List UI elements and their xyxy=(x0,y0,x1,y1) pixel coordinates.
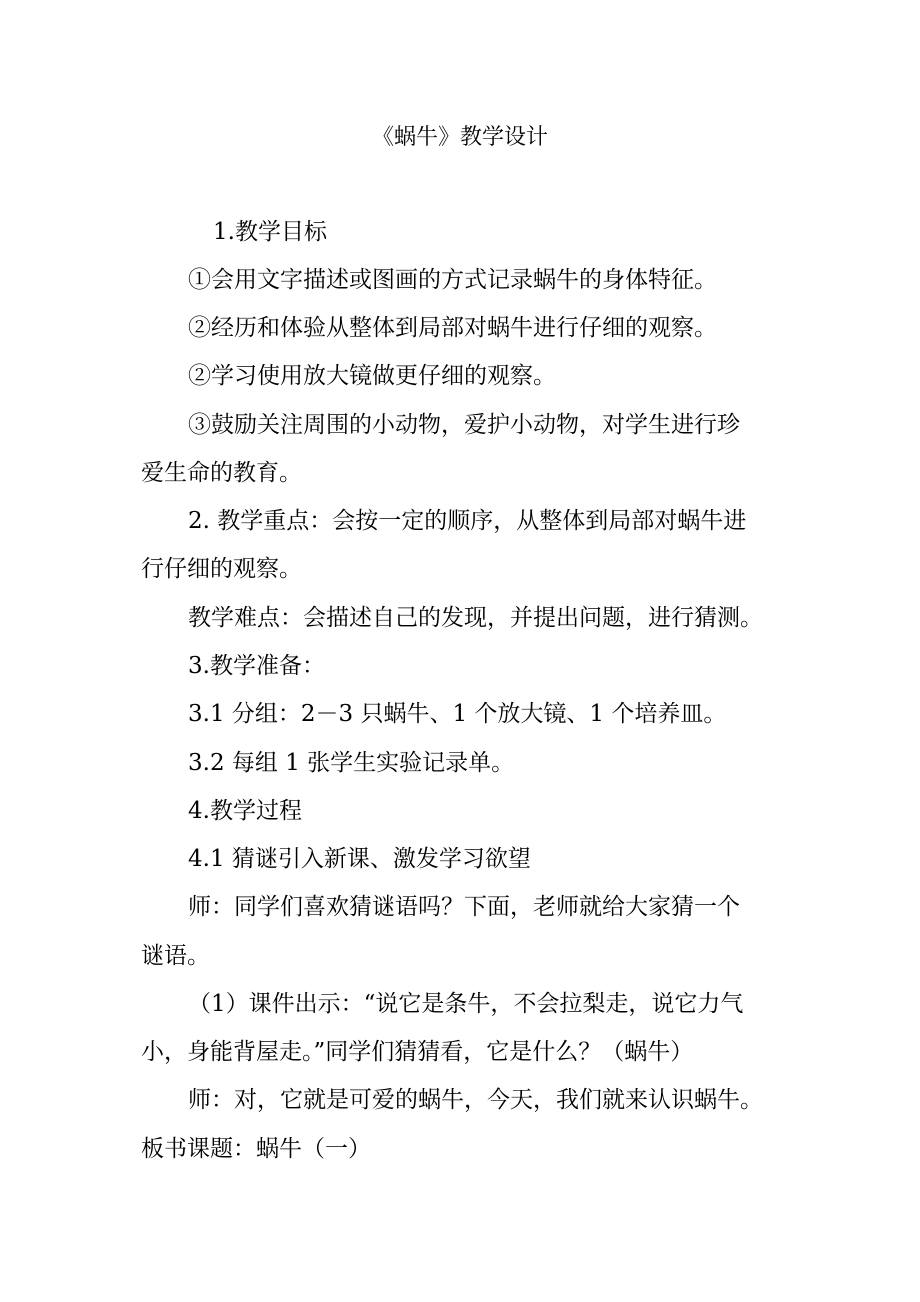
preparation-item-1: 3.1 分组：2－3 只蜗牛、1 个放大镜、1 个培养皿。 xyxy=(188,701,727,727)
document-title: 《蜗牛》教学设计 xyxy=(371,125,548,150)
teaching-difficulty: 教学难点：会描述自己的发现，并提出问题，进行猜测。 xyxy=(188,605,763,631)
objective-4: ③鼓励关注周围的小动物，爱护小动物，对学生进行珍 xyxy=(188,412,740,438)
preparation-item-2: 3.2 每组 1 张学生实验记录单。 xyxy=(188,750,515,776)
objective-3: ②学习使用放大镜做更仔细的观察。 xyxy=(188,363,556,389)
teaching-focus-continued: 行仔细的观察。 xyxy=(141,556,302,582)
teacher-line-2: 师：对，它就是可爱的蜗牛，今天，我们就来认识蜗牛。 xyxy=(188,1087,763,1113)
teacher-line-1-continued: 谜语。 xyxy=(141,943,210,969)
courseware-line: （1）课件出示：“说它是条牛，不会拉梨走，说它力气 xyxy=(188,991,744,1017)
process-step-heading: 4.1 猜谜引入新课、激发学习欲望 xyxy=(188,846,531,872)
objective-4-continued: 爱生命的教育。 xyxy=(141,460,302,486)
objective-2: ②经历和体验从整体到局部对蜗牛进行仔细的观察。 xyxy=(188,315,717,341)
blackboard-title: 板书课题：蜗牛（一） xyxy=(141,1136,371,1162)
teacher-line-1: 师：同学们喜欢猜谜语吗？下面，老师就给大家猜一个 xyxy=(188,894,740,920)
heading-teaching-objectives: 1.教学目标 xyxy=(213,219,327,245)
heading-preparation: 3.教学准备： xyxy=(188,653,325,679)
teaching-focus: 2. 教学重点：会按一定的顺序，从整体到局部对蜗牛进 xyxy=(188,508,747,534)
heading-process: 4.教学过程 xyxy=(188,798,302,824)
courseware-line-continued: 小，身能背屋走。”同学们猜猜看，它是什么？（蜗牛） xyxy=(141,1039,694,1065)
objective-1: ①会用文字描述或图画的方式记录蜗牛的身体特征。 xyxy=(188,267,717,293)
